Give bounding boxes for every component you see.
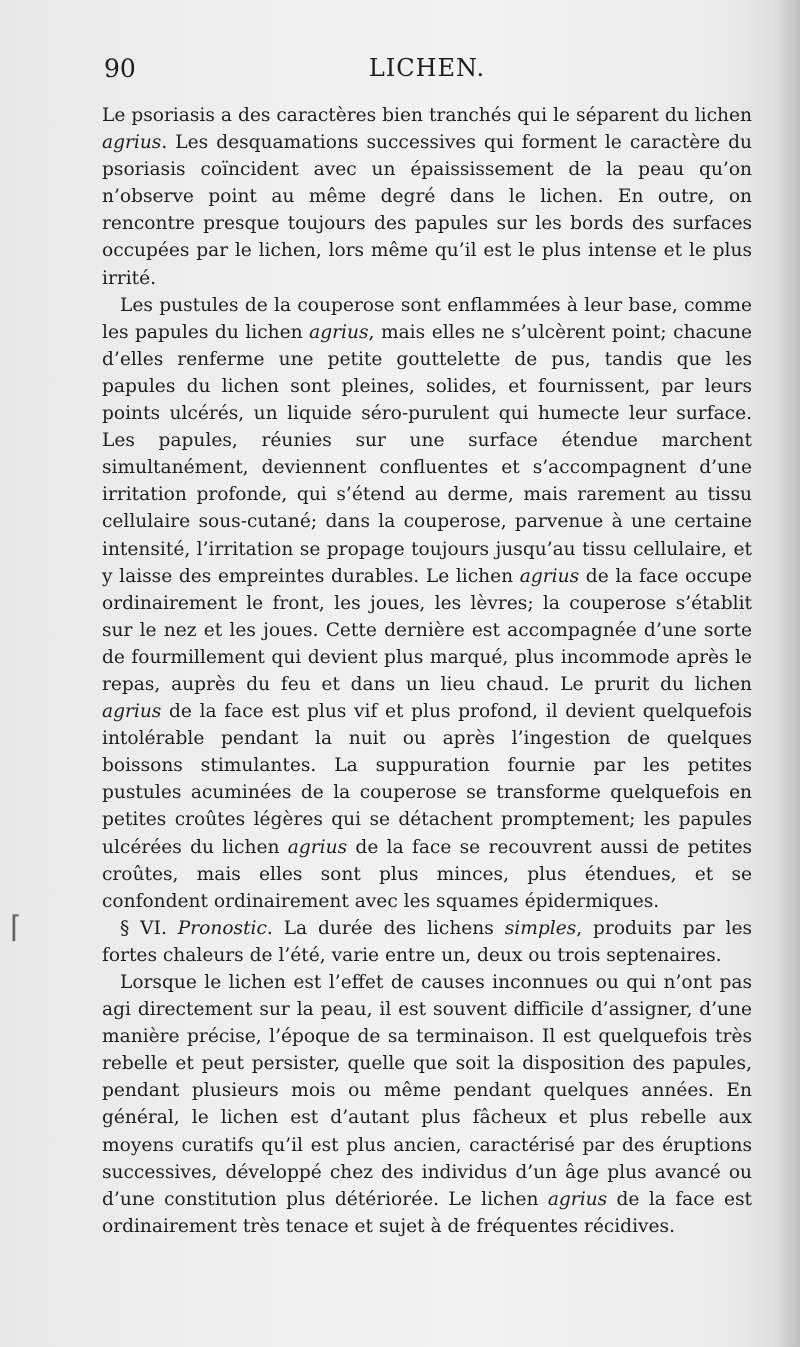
italic-term: agrius [287, 836, 348, 858]
page-header [104, 54, 750, 88]
text-run: . La durée des lichens [266, 917, 505, 939]
paragraph [102, 969, 752, 1240]
text-run: de la face est plus vif et plus profond, il devient quelquefois intolérable pendant la nuit ou après l’ingestion de quelques boissons stimulantes. La suppuration fournie par les petites pustules acuminées de la couperose se transforme quelquefois en petites croûtes légères qui se détachent promptement; les papules ulcérées du lichen [102, 701, 752, 858]
italic-term: agrius [519, 565, 580, 587]
text-run: Le psoriasis a des caractères bien tranchés qui le séparent du lichen [102, 105, 752, 126]
body-text [102, 102, 752, 1240]
margin-bracket-mark: ⌈ [10, 910, 22, 945]
italic-term: Pronostic [177, 917, 267, 939]
text-run: . Les desquamations successives qui forment le caractère du psoriasis coïncident avec un épaississement de la peau qu’on n’observe point au même degré dans le lichen. En outre, on rencontre presque toujours des papules sur les bords des surfaces occupées par le lichen, lors même qu’il est le plus intense et le plus irrité. [102, 132, 752, 289]
page-edge-shadow [772, 0, 800, 1347]
text-run: de la face est ordinairement très tenace et sujet à de fréquentes récidives. [102, 1188, 753, 1237]
italic-term: agrius [547, 1188, 608, 1210]
italic-term: agrius [102, 132, 162, 154]
text-run: de la face se recouvrent aussi de petites croûtes, mais elles sont plus minces, plus étendues, et se confondent ordinairement avec les squames épidermiques. [102, 836, 752, 912]
text-run: Lorsque le lichen est l’effet de causes inconnues ou qui n’ont pas agi directement sur la peau, il est souvent difficile d’assigner, d’une manière précise, l’époque de sa terminaison. Il est quelquefois très rebelle et peut persister, quelle que soit la disposition des papules, pendant plusieurs mois ou même pendant quelques années. En général, le lichen est d’autant plus fâcheux et plus rebelle aux moyens curatifs qu’il est plus ancien, caractérisé par des éruptions successives, développé chez des individus d’un âge plus avancé ou d’une constitution plus détériorée. Le lichen [102, 972, 752, 1210]
text-run: de la face occupe ordinairement le front, les joues, les lèvres; la couperose s’établit sur le nez et les joues. Cette dernière est accompagnée d’une sorte de fourmillement qui devient plus marqué, plus incommode après le repas, auprès du feu et dans un lieu chaud. Le prurit du lichen [102, 565, 752, 695]
paragraph [102, 102, 752, 292]
text-run: , produits par les fortes chaleurs de l’été, varie entre un, deux ou trois septenaires. [102, 917, 752, 966]
paragraph [102, 292, 752, 915]
paragraph [102, 915, 752, 969]
page-number: 90 [104, 54, 136, 83]
text-run: § VI. [120, 917, 178, 939]
italic-term: agrius [309, 321, 369, 343]
italic-term: agrius [102, 701, 162, 723]
running-title: LICHEN. [368, 54, 486, 82]
italic-term: simples [504, 917, 577, 939]
text-run: , mais elles ne s’ulcèrent point; chacune d’elles renferme une petite gouttelette de pus, tandis que les papules du lichen sont pleines, solides, et fournissent, par leurs points ulcérés, un liquide séro-purulent qui humecte leur surface. Les papules, réunies sur une surface étendue marchent simultanément, deviennent confluentes et s’accompagnent d’une irritation profonde, qui s’étend au derme, mais rarement au tissu cellulaire sous-cutané; dans la couperose, parvenue à une certaine intensité, l’irritation se propage toujours jusqu’au tissu cellulaire, et y laisse des empreintes durables. Le lichen [102, 321, 752, 587]
text-run: Les pustules de la couperose sont enflammées à leur base, comme les papules du lichen [102, 294, 752, 343]
